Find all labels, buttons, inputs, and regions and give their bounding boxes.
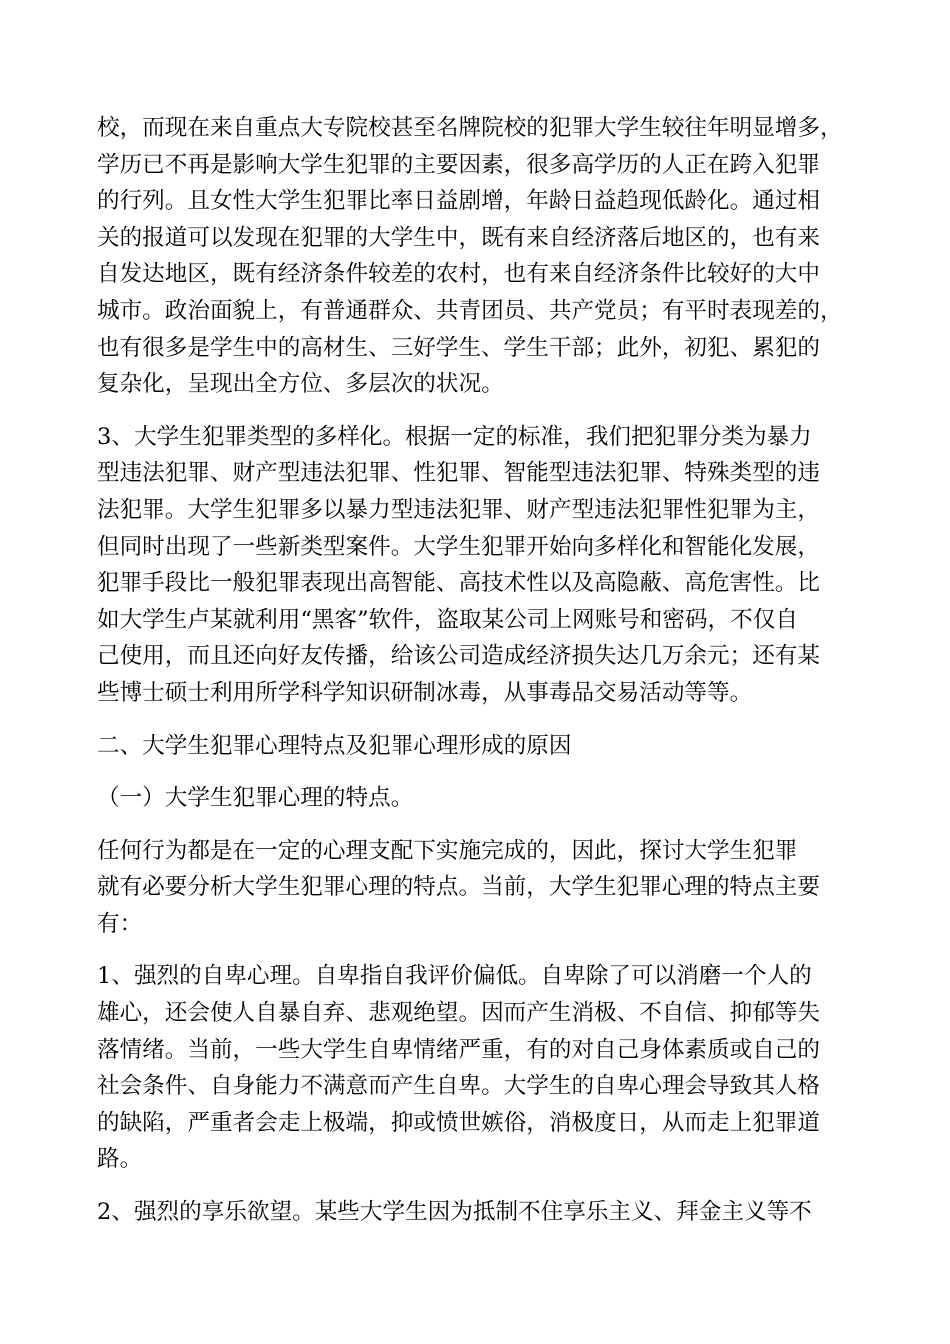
text-line: 落情绪。当前，一些大学生自卑情绪严重，有的对自己身体素质或自己的 <box>97 1036 820 1063</box>
text-line: 犯罪手段比一般犯罪表现出高智能、高技术性以及高隐蔽、高危害性。比 <box>97 570 820 597</box>
text-line: 但同时出现了一些新类型案件。大学生犯罪开始向多样化和智能化发展， <box>97 533 820 560</box>
text-line: 2、强烈的享乐欲望。某些大学生因为抵制不住享乐主义、拜金主义等不 <box>97 1199 812 1226</box>
text-line: 己使用，而且还向好友传播，给该公司造成经济损失达几万余元；还有某 <box>97 643 820 670</box>
text-line: 关的报道可以发现在犯罪的大学生中，既有来自经济落后地区的，也有来 <box>97 224 820 251</box>
paragraph-point-2 <box>97 1194 857 1231</box>
text-line: 也有很多是学生中的高材生、三好学生、学生干部；此外，初犯、累犯的 <box>97 334 820 361</box>
text-line: 二、大学生犯罪心理特点及犯罪心理形成的原因 <box>97 732 572 759</box>
paragraph-gap <box>97 942 857 958</box>
paragraph-intro <box>97 833 857 943</box>
text-line: 有： <box>97 910 143 937</box>
paragraph-gap <box>97 403 857 419</box>
text-line: 3、大学生犯罪类型的多样化。根据一定的标准，我们把犯罪分类为暴力 <box>97 423 812 450</box>
text-line: 城市。政治面貌上，有普通群众、共青团员、共产党员；有平时表现差的， <box>97 297 843 324</box>
paragraph-1 <box>97 110 857 403</box>
text-line: 法犯罪。大学生犯罪多以暴力型违法犯罪、财产型违法犯罪性犯罪为主， <box>97 496 820 523</box>
text-line: 些博士硕士利用所学科学知识研制冰毒，从事毒品交易活动等等。 <box>97 679 753 706</box>
document-page <box>97 110 857 1231</box>
text-line: 路。 <box>97 1146 143 1173</box>
text-line: 学历已不再是影响大学生犯罪的主要因素，很多高学历的人正在跨入犯罪 <box>97 151 820 178</box>
text-line: 复杂化，呈现出全方位、多层次的状况。 <box>97 371 504 398</box>
text-line: 社会条件、自身能力不满意而产生自卑。大学生的自卑心理会导致其人格 <box>97 1073 820 1100</box>
text-line: 的缺陷，严重者会走上极端，抑或愤世嫉俗，消极度日，从而走上犯罪道 <box>97 1109 820 1136</box>
section-heading <box>97 728 857 765</box>
text-line: 型违法犯罪、财产型违法犯罪、性犯罪、智能型违法犯罪、特殊类型的违 <box>97 460 820 487</box>
text-line: （一）大学生犯罪心理的特点。 <box>97 785 414 812</box>
text-line: 1、强烈的自卑心理。自卑指自我评价偏低。自卑除了可以消磨一个人的 <box>97 963 812 990</box>
paragraph-gap <box>97 1178 857 1194</box>
text-line: 任何行为都是在一定的心理支配下实施完成的，因此，探讨大学生犯罪 <box>97 837 798 864</box>
subsection-heading <box>97 780 857 817</box>
paragraph-point-1 <box>97 958 857 1178</box>
paragraph-gap <box>97 764 857 780</box>
paragraph-2 <box>97 419 857 712</box>
text-line: 就有必要分析大学生犯罪心理的特点。当前，大学生犯罪心理的特点主要 <box>97 874 820 901</box>
text-line: 校，而现在来自重点大专院校甚至名牌院校的犯罪大学生较往年明显增多， <box>97 115 843 141</box>
text-line: 雄心，还会使人自暴自弃、悲观绝望。因而产生消极、不自信、抑郁等失 <box>97 1000 820 1027</box>
text-line: 如大学生卢某就利用“黑客”软件，盗取某公司上网账号和密码，不仅自 <box>97 606 798 633</box>
text-line: 自发达地区，既有经济条件较差的农村，也有来自经济条件比较好的大中 <box>97 261 820 288</box>
text-line: 的行列。且女性大学生犯罪比率日益剧增，年龄日益趋现低龄化。通过相 <box>97 188 820 215</box>
paragraph-gap <box>97 817 857 833</box>
paragraph-gap <box>97 712 857 728</box>
